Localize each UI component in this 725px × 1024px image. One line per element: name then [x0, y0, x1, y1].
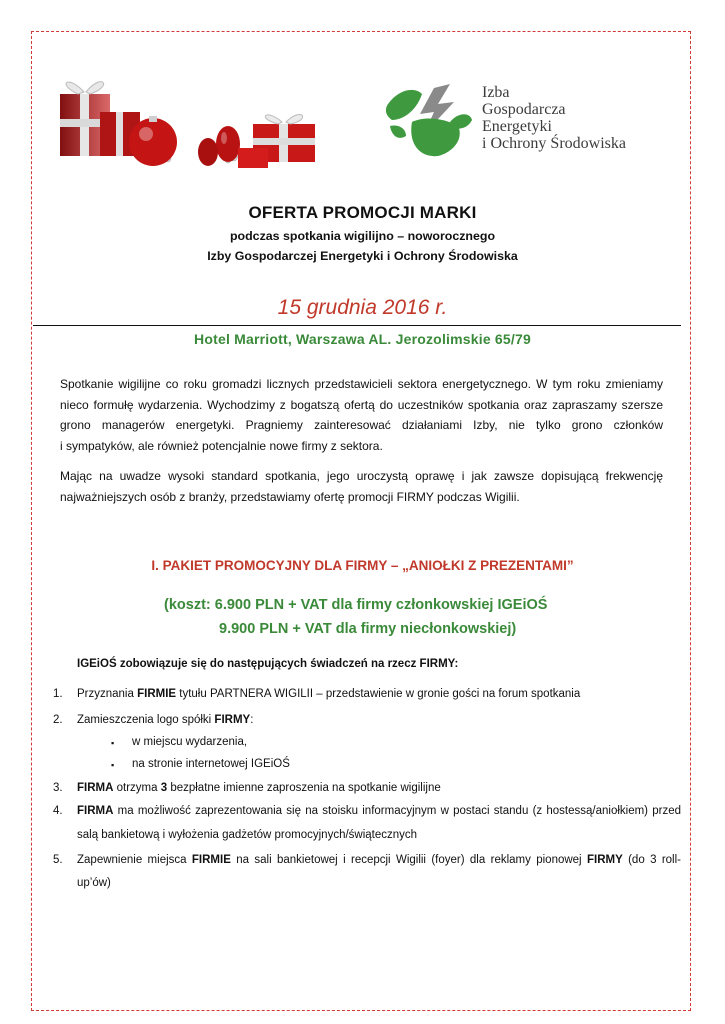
intro-line: Spotkanie wigilijne co roku gromadzi licznych przedstawicieli sektora energetycznego. W tym roku zmieniamy — [60, 377, 663, 391]
list-text: ma możliwość zaprezentowania się na stoisku informacyjnym w postaci standu (z hostessą/aniołkiem) przed — [113, 805, 681, 817]
list-item-continuation: salą bankietową i wyłożenia gadżetów promocyjnych/świątecznych — [77, 829, 418, 841]
list-item-continuation: up’ów) — [77, 877, 111, 889]
subtitle-event: podczas spotkania wigilijno – noworocznego — [229, 229, 496, 243]
subtitle-organizer: Izby Gospodarczej Energetyki i Ochrony Środowiska — [207, 249, 518, 263]
list-number: 2. — [53, 714, 63, 726]
cost-non-member: 9.900 PLN + VAT dla firmy niecłonkowskiej) — [219, 621, 517, 637]
list-item — [77, 805, 681, 817]
intro-line: nieco formułę wydarzenia. Wychodzimy z bogatszą ofertą do uczestników spotkania oraz zapraszamy szersze — [60, 397, 663, 412]
list-text-bold: 3 — [160, 782, 168, 794]
list-number: 4. — [53, 805, 63, 817]
event-venue: Hotel Marriott, Warszawa AL. Jerozolimskie 65/79 — [194, 331, 531, 347]
list-text: na sali bankietowej i recepcji Wigilii (foyer) dla reklamy pionowej — [230, 854, 587, 866]
list-number: 3. — [53, 782, 63, 794]
intro-line: i sympatyków, ale również potencjalnie nowe firmy z sektora. — [60, 438, 383, 453]
divider — [33, 325, 681, 326]
list-item — [77, 854, 681, 866]
list-text: tytułu PARTNERA WIGILII – przedstawienie w gronie gości na forum spotkania — [176, 688, 581, 700]
list-number: 1. — [53, 688, 63, 700]
logo-line-1: Izba — [482, 84, 510, 101]
list-text: Zamieszczenia logo spółki — [77, 714, 215, 726]
list-text: : — [250, 714, 254, 726]
list-text-bold: FIRMY — [214, 714, 251, 726]
intro-paragraph — [60, 374, 663, 456]
list-item — [77, 688, 580, 700]
list-text-bold: FIRMIE — [191, 854, 231, 866]
bullet-icon: ▪ — [111, 760, 115, 770]
bullet-icon: ▪ — [111, 738, 115, 748]
list-text: otrzyma — [113, 782, 161, 794]
second-paragraph — [60, 466, 663, 507]
second-line: Mając na uwadze wysoki standard spotkania, jego uroczystą oprawę i jak zawsze dopisującą frekwencję — [60, 469, 663, 483]
intro-line: grono managerów energetyki. Pragniemy zainteresować działaniami Izby, nie tylko grono członków — [60, 418, 663, 432]
list-number: 5. — [53, 854, 63, 866]
second-line: najważniejszych osób z branży, przedstawiamy ofertę promocji FIRMY podczas Wigilii. — [60, 489, 520, 504]
igeios-logo-icon — [384, 82, 474, 160]
list-text-bold: FIRMIE — [137, 688, 177, 700]
list-text: (do 3 roll- — [622, 854, 681, 866]
page-title: OFERTA PROMOCJI MARKI — [248, 203, 477, 222]
list-text-bold: FIRMY — [586, 854, 623, 866]
event-date: 15 grudnia 2016 r. — [277, 296, 448, 319]
list-text: Przyznania — [77, 688, 138, 700]
list-text: Zapewnienie miejsca — [77, 854, 192, 866]
list-text: bezpłatne imienne zaproszenia na spotkanie wigilijne — [167, 782, 441, 794]
list-item — [77, 782, 441, 794]
list-item — [77, 714, 253, 726]
section-heading: I. PAKIET PROMOCYJNY DLA FIRMY – „ANIOŁKI Z PREZENTAMI” — [151, 558, 574, 573]
list-text-bold: FIRMA — [77, 782, 114, 794]
sub-list-item: w miejscu wydarzenia, — [132, 736, 248, 748]
obligations-intro: IGEiOŚ zobowiązuje się do następujących świadczeń na rzecz FIRMY: — [77, 658, 459, 670]
list-text-bold: FIRMA — [77, 805, 114, 817]
cost-member: (koszt: 6.900 PLN + VAT dla firmy członkowskiej IGEiOŚ — [164, 597, 548, 613]
logo-line-3: Energetyki — [482, 118, 552, 135]
christmas-gifts-illustration — [48, 64, 328, 174]
sub-list-item: na stronie internetowej IGEiOŚ — [132, 758, 290, 770]
logo-text — [482, 84, 682, 152]
logo-line-4: i Ochrony Środowiska — [482, 135, 626, 152]
logo-line-2: Gospodarcza — [482, 101, 566, 118]
